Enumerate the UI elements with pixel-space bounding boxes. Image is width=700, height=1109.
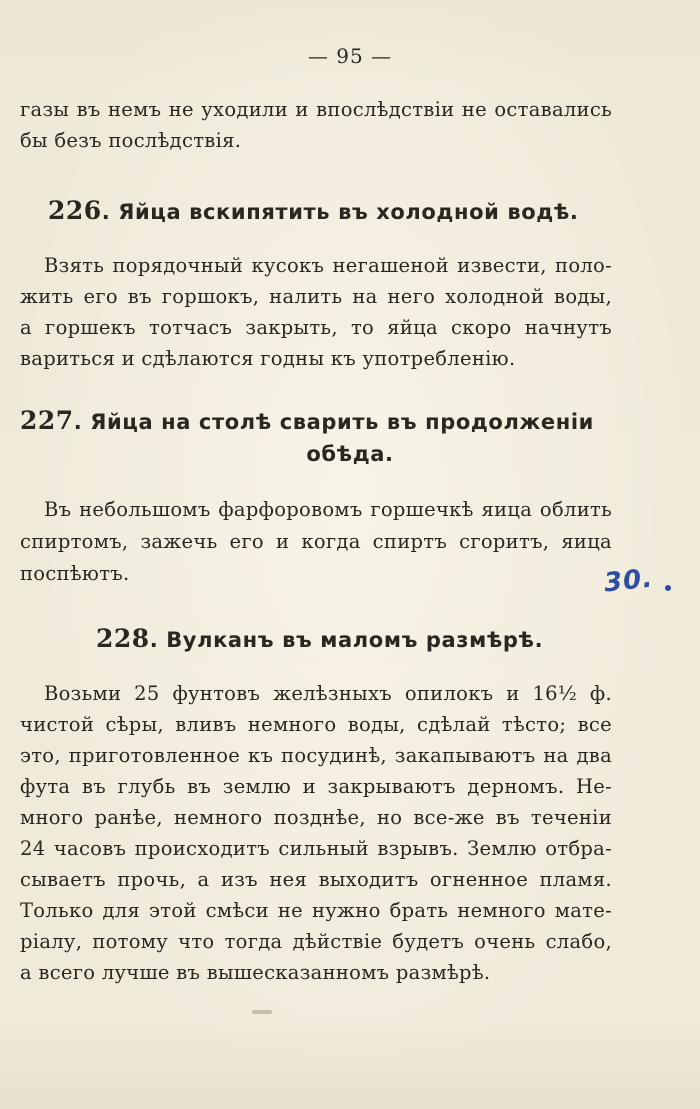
section-title: Яйца вскипятить въ холодной водѣ. [118,200,579,224]
section-number: 228 [96,624,150,653]
print-smudge [252,1010,272,1014]
body-line: это, приготовленное къ посудинѣ, закапываютъ на два [20,744,612,767]
body-line: а всего лучше въ вышесказанномъ размѣрѣ. [20,961,491,984]
body-line: жить его въ горшокъ, налить на него холодной воды, [20,285,612,308]
intro-line: газы въ немъ не уходили и впослѣдствiи не оставались [20,98,612,121]
body-line: сываетъ прочь, а изъ нея выходитъ огненное пламя. [20,868,612,891]
body-line: спиртомъ, зажечь его и когда спиртъ сгоритъ, яица [20,530,612,553]
body-line: Взять порядочный кусокъ негашеной извести, поло- [44,254,612,277]
handwritten-note: 30. [602,563,655,599]
body-line: Возьми 25 фунтовъ желѣзныхъ опилокъ и 16½ ф. [44,682,612,705]
section-heading-226: 226. Яйца вскипятить въ холодной водѣ. [48,196,579,225]
body-line: вариться и сдѣлаются годны къ употребленiю. [20,347,516,370]
body-line: чистой сѣры, вливъ немного воды, сдѣлай тѣсто; все [20,713,612,736]
body-line: много ранѣе, немного позднѣе, но все-же въ теченiи [20,806,612,829]
section-heading-228: 228. Вулканъ въ маломъ размѣрѣ. [96,624,544,653]
intro-line: бы безъ послѣдствiя. [20,129,242,152]
body-line: а горшекъ тотчасъ закрыть, то яйца скоро начнутъ [20,316,612,339]
ink-dot [665,585,671,591]
section-heading-227: 227. Яйца на столѣ сварить въ продолженiи [20,406,594,435]
body-line: рiалу, потому что тогда дѣйствiе будетъ очень слабо, [20,930,612,953]
section-number: 227 [20,406,74,435]
section-title: Яйца на столѣ сварить въ продолженiи [90,410,594,434]
body-line: фута въ глубь въ землю и закрываютъ дерномъ. Не- [20,775,612,798]
body-line: поспѣютъ. [20,562,130,585]
body-line: 24 часовъ происходитъ сильный взрывъ. Землю отбра- [20,837,612,860]
body-line: Въ небольшомъ фарфоровомъ горшечкѣ яица облить [44,498,612,521]
section-number: 226 [48,196,102,225]
body-line: Только для этой смѣси не нужно брать немного мате- [20,899,612,922]
page-number: — 95 — [307,44,393,68]
section-title-continued: обѣда. [306,442,394,466]
section-title: Вулканъ въ маломъ размѣрѣ. [166,628,544,652]
